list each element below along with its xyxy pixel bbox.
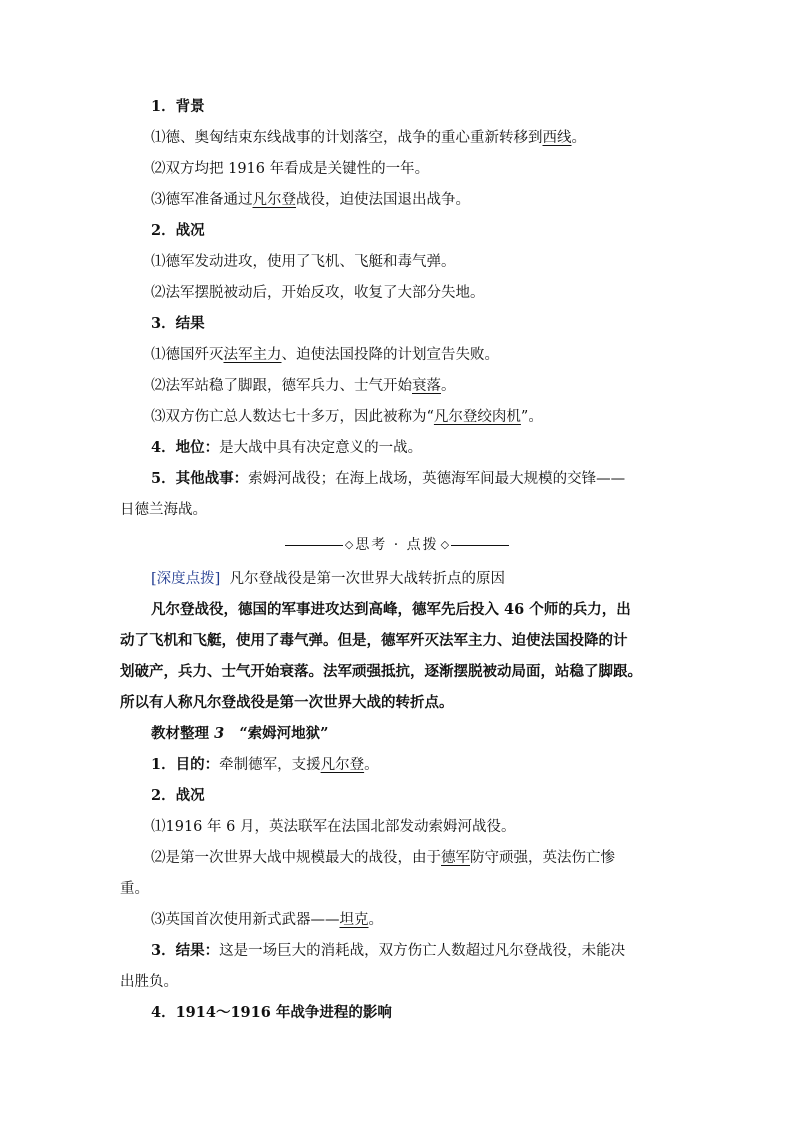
label: 3．结果： <box>151 942 220 959</box>
divider-label: 思考 · 点拨 <box>355 537 439 553</box>
label: 4．地位： <box>151 439 220 456</box>
text: 这是一场巨大的消耗战，双方伤亡人数超过凡尔登战役，未能决 <box>219 943 626 959</box>
section-number: 3 <box>214 725 225 742</box>
text: 。 <box>364 757 379 773</box>
insight-para-line-1: 凡尔登战役，德国的军事进攻达到高峰，德军先后投入 46 个师的兵力，出 <box>151 601 631 618</box>
text: “索姆河地狱” <box>239 725 329 742</box>
text: 战役，迫使法国退出战争。 <box>296 192 470 208</box>
result-item-2 <box>0 376 794 396</box>
background-item-2: ⑵双方均把 1916 年看成是关键性的一年。 <box>151 161 430 177</box>
underlined-term: 凡尔登绞肉机 <box>433 409 521 425</box>
label: 5．其他战事： <box>151 470 249 487</box>
somme-item-2 <box>0 848 794 868</box>
underlined-term: 德军 <box>441 850 470 866</box>
somme-item-2-cont: 重。 <box>120 881 149 897</box>
underlined-term: 坦克 <box>339 912 369 928</box>
insight-tag: [深度点拨] <box>151 571 221 587</box>
text: ⑵法军站稳了脚跟，德军兵力、士气开始 <box>151 378 412 394</box>
text: 。 <box>441 378 456 394</box>
somme-result <box>0 941 794 961</box>
background-item-1 <box>0 128 794 148</box>
insight-para-line-3: 划破产，兵力、士气开始衰落。法军顽强抵抗，逐渐摆脱被动局面，站稳了脚跟。 <box>120 663 642 680</box>
result-item-3 <box>0 407 794 427</box>
text: ”。 <box>520 409 543 425</box>
somme-item-1: ⑴1916 年 6 月，英法联军在法国北部发动索姆河战役。 <box>151 819 516 835</box>
diamond-icon: ◇ <box>440 538 450 551</box>
somme-item-3 <box>0 910 794 930</box>
insight-para-line-4: 所以有人称凡尔登战役是第一次世界大战的转折点。 <box>120 694 454 711</box>
text: 索姆河战役；在海上战场，英德海军间最大规模的交锋—— <box>248 471 626 487</box>
somme-result-cont: 出胜负。 <box>120 974 178 990</box>
text: ⑶德军准备通过 <box>151 192 253 208</box>
section-heading-background: 1．背景 <box>151 98 205 115</box>
underlined-term: 法军主力 <box>223 347 282 363</box>
text: 。 <box>368 912 383 928</box>
section-title-somme <box>0 724 794 744</box>
text: ⑵是第一次世界大战中规模最大的战役，由于 <box>151 850 441 866</box>
underlined-term: 西线 <box>542 130 572 146</box>
section-divider <box>0 535 794 555</box>
battle-item-2: ⑵法军摆脱被动后，开始反攻，收复了大部分失地。 <box>151 285 485 301</box>
other-battles-line <box>0 469 794 489</box>
text: ⑴德、奥匈结束东线战事的计划落空，战争的重心重新转移到 <box>151 130 543 146</box>
somme-purpose <box>0 755 794 775</box>
result-item-1 <box>0 345 794 365</box>
somme-heading-impact: 4．1914～1916 年战争进程的影响 <box>151 1004 392 1021</box>
text: ⑴德国歼灭 <box>151 347 224 363</box>
battle-item-1: ⑴德军发动进攻，使用了飞机、飞艇和毒气弹。 <box>151 254 456 270</box>
divider-rule <box>451 545 509 546</box>
label: 1．目的： <box>151 756 220 773</box>
text: 。 <box>571 130 586 146</box>
somme-heading-battle: 2．战况 <box>151 787 205 804</box>
background-item-3 <box>0 190 794 210</box>
text: ⑶双方伤亡总人数达七十多万，因此被称为“ <box>151 409 434 425</box>
section-heading-battle: 2．战况 <box>151 222 205 239</box>
text: ⑶英国首次使用新式武器—— <box>151 912 340 928</box>
text: 牵制德军，支援 <box>219 757 321 773</box>
insight-para-line-2: 动了飞机和飞艇，使用了毒气弹。但是，德军歼灭法军主力、迫使法国投降的计 <box>120 632 628 649</box>
diamond-icon: ◇ <box>344 538 354 551</box>
text: 、迫使法国投降的计划宣告失败。 <box>281 347 499 363</box>
deep-insight-heading <box>0 569 794 589</box>
underlined-term: 凡尔登 <box>320 757 365 773</box>
insight-title: 凡尔登战役是第一次世界大战转折点的原因 <box>229 571 506 587</box>
divider-rule <box>285 545 343 546</box>
section-heading-result: 3．结果 <box>151 315 205 332</box>
text: 防守顽强，英法伤亡惨 <box>470 850 615 866</box>
underlined-term: 衰落 <box>412 378 441 394</box>
text: 是大战中具有决定意义的一战。 <box>219 440 423 456</box>
underlined-term: 凡尔登 <box>252 192 296 208</box>
text: 教材整理 <box>151 725 209 742</box>
status-line <box>0 438 794 458</box>
other-battles-line-cont: 日德兰海战。 <box>120 502 207 518</box>
